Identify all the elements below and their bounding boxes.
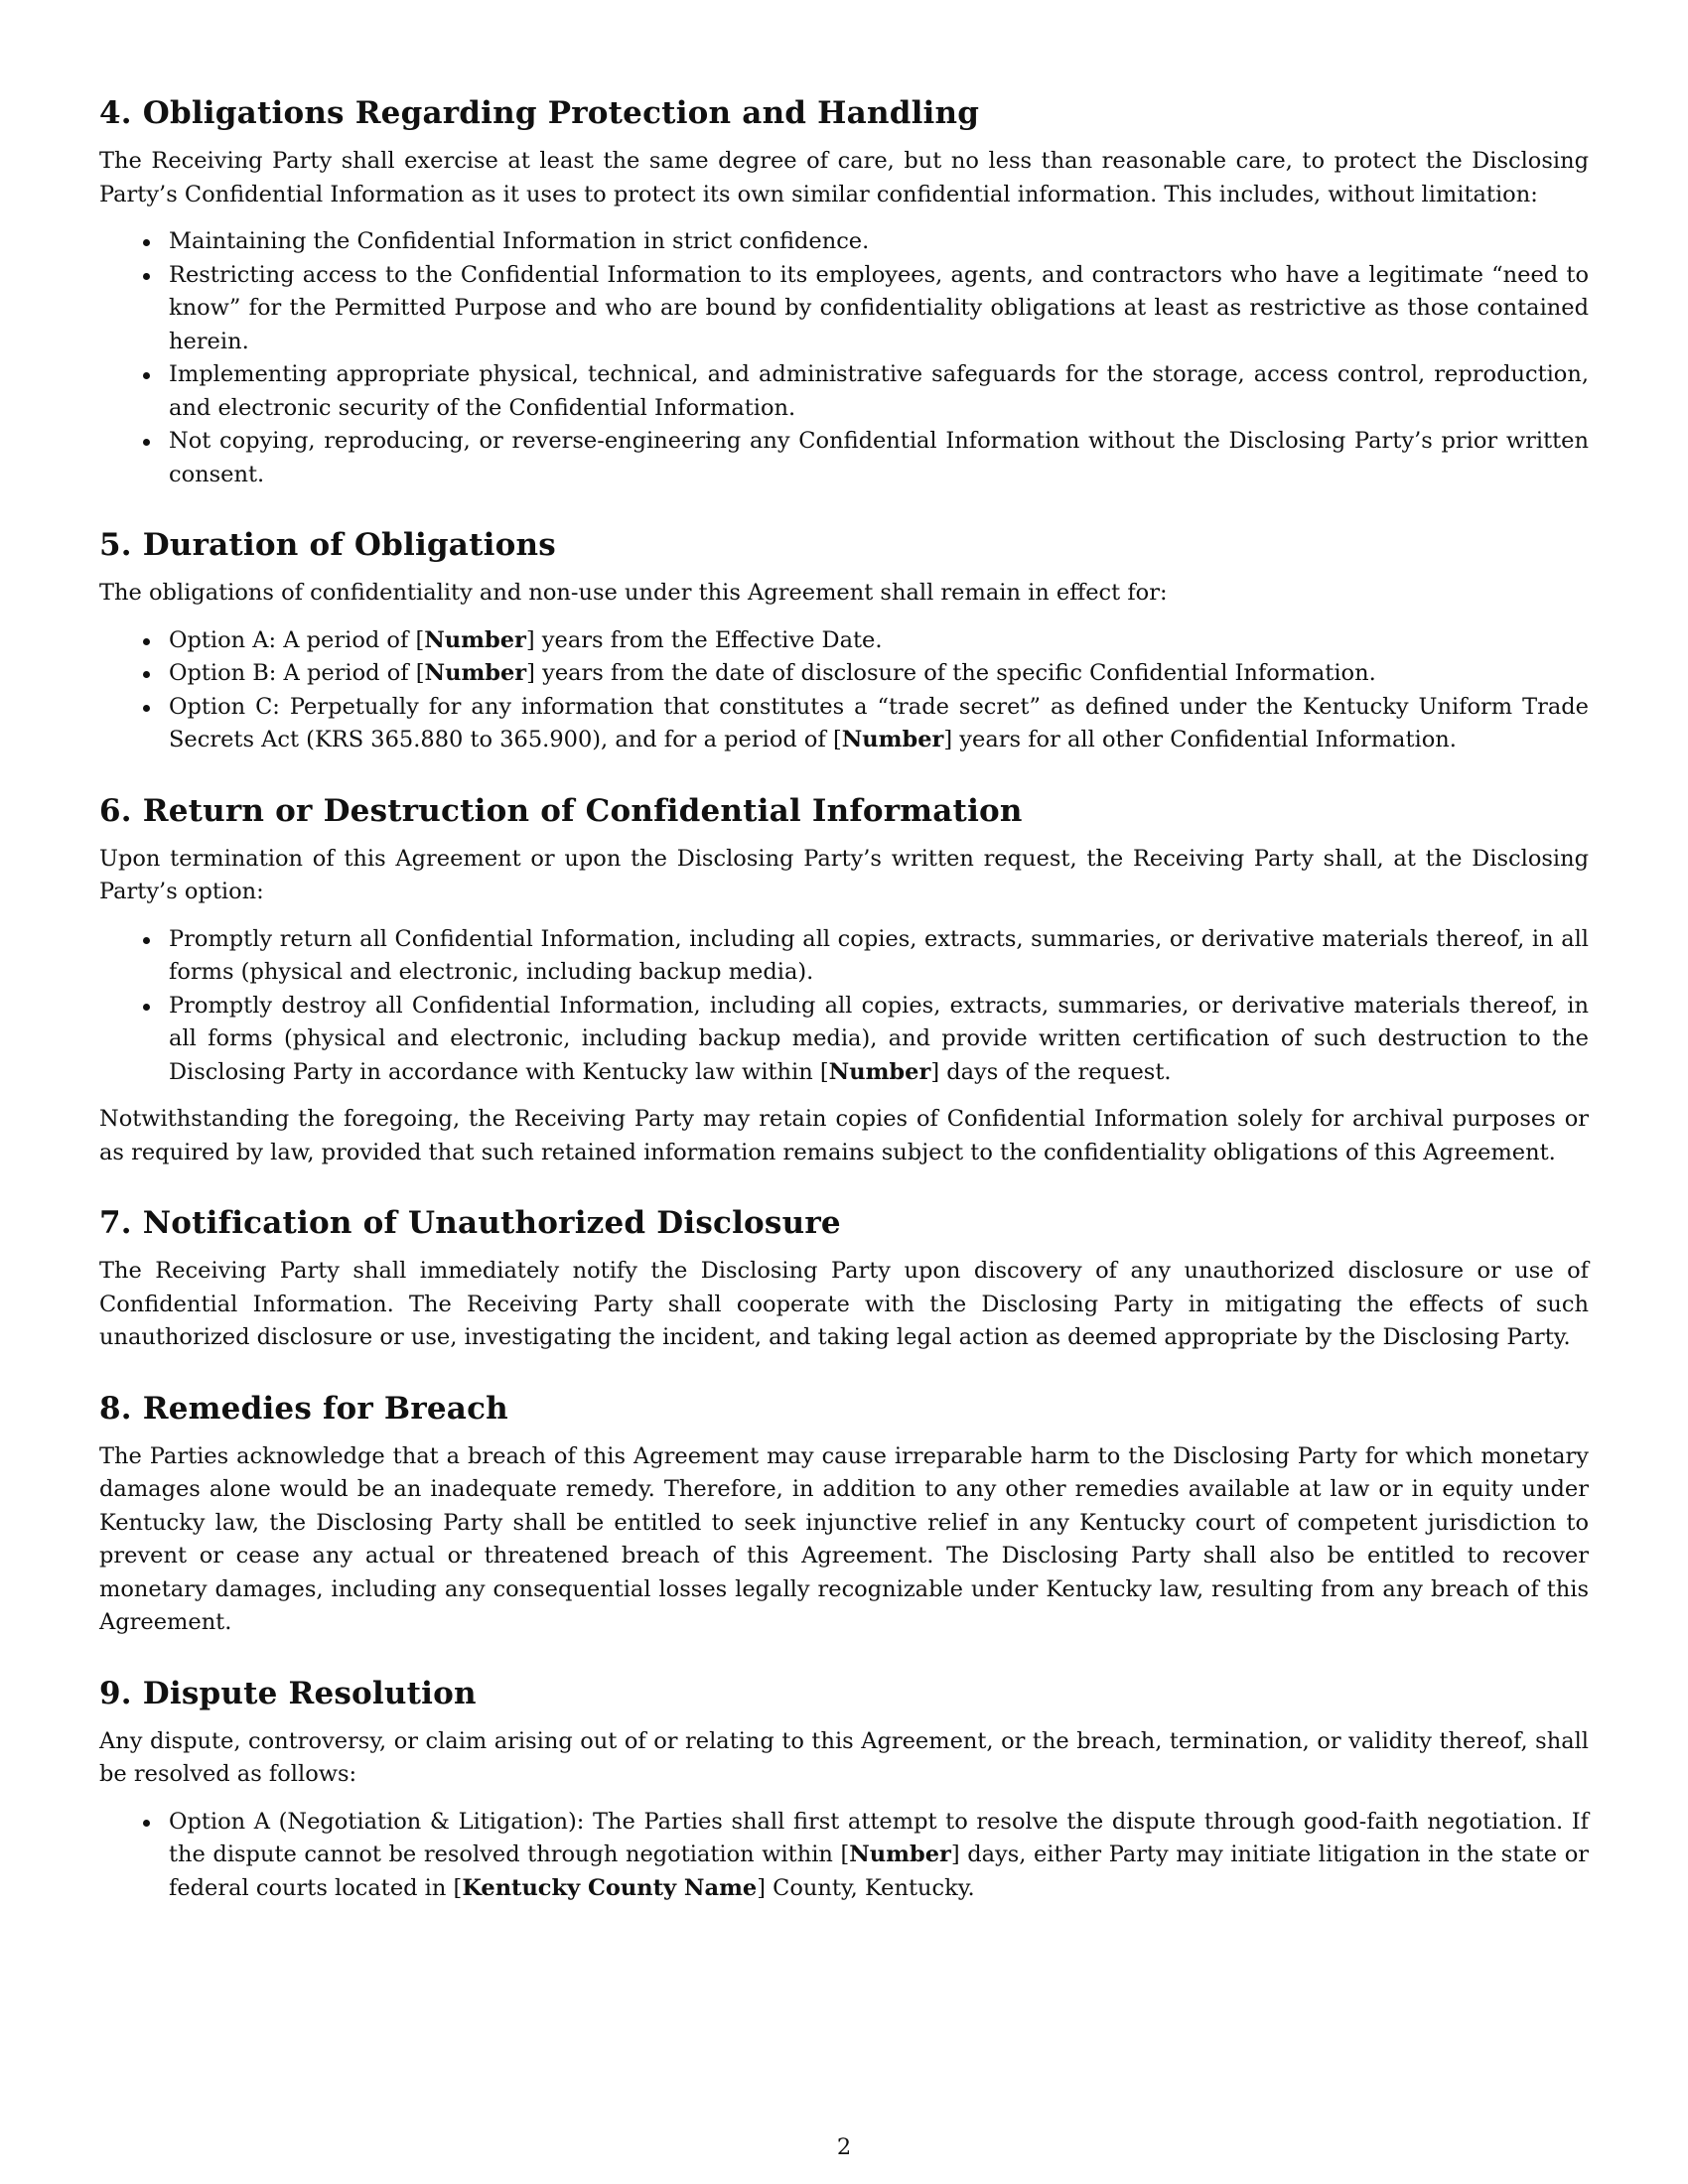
list-item: Restricting access to the Confidential Information to its employees, agents, and contractors who have a legitimate “need to know” for the Permitted Purpose and who are bound by confidentiality obligations at least as restrictive as those contained herein.	[169, 259, 1589, 359]
section-heading: 7. Notification of Unauthorized Disclosure	[99, 1205, 841, 1241]
placeholder-text: Number	[849, 1842, 951, 1867]
bullet-list	[99, 923, 1589, 1090]
section-intro: Upon termination of this Agreement or upon the Disclosing Party’s written request, the Receiving Party shall, at the Disclosing Party’s option:	[99, 845, 1589, 904]
section-heading: 5. Duration of Obligations	[99, 527, 556, 563]
list-item: Promptly return all Confidential Information, including all copies, extracts, summaries, or derivative materials thereof, in all forms (physical and electronic, including backup media).	[169, 923, 1589, 990]
bullet-list	[99, 1806, 1589, 1906]
placeholder-text: Number	[424, 626, 526, 653]
section-4	[99, 95, 1589, 491]
section-heading: 9. Dispute Resolution	[99, 1675, 477, 1711]
placeholder-text: Kentucky County Name	[462, 1874, 758, 1901]
section-9	[99, 1676, 1589, 1906]
list-item: Option A (Negotiation & Litigation): The Parties shall first attempt to resolve the dispute through good-faith negotiation. If the dispute cannot be resolved through negotiation within [Number] days, either Party may initiate litigation in the state or federal courts located in [Kentucky County Name] County, Kentucky.	[169, 1806, 1589, 1906]
section-heading: 8. Remedies for Breach	[99, 1390, 508, 1427]
list-item: Implementing appropriate physical, technical, and administrative safeguards for the storage, access control, reproduction, and electronic security of the Confidential Information.	[169, 358, 1589, 425]
list-item: Option A: A period of [Number] years from the Effective Date.	[169, 624, 1589, 658]
document-page	[99, 95, 1589, 1941]
list-item: Promptly destroy all Confidential Information, including all copies, extracts, summaries, or derivative materials thereof, in all forms (physical and electronic, including backup media), and provide written certification of such destruction to the Disclosing Party in accordance with Kentucky law within [Number] days of the request.	[169, 990, 1589, 1090]
section-7	[99, 1205, 1589, 1355]
bullet-list	[99, 624, 1589, 757]
section-6	[99, 793, 1589, 1170]
section-heading: 4. Obligations Regarding Protection and Handling	[99, 95, 980, 131]
placeholder-text: Number	[828, 1058, 931, 1085]
placeholder-text: Number	[424, 660, 527, 686]
section-intro: Any dispute, controversy, or claim arising out of or relating to this Agreement, or the breach, termination, or validity thereof, shall be resolved as follows:	[99, 1727, 1589, 1787]
section-5	[99, 527, 1589, 757]
list-item: Maintaining the Confidential Information in strict confidence.	[169, 225, 1589, 259]
section-heading: 6. Return or Destruction of Confidential Information	[99, 792, 1023, 829]
section-intro: The Parties acknowledge that a breach of this Agreement may cause irreparable harm to the Disclosing Party for which monetary damages alone would be an inadequate remedy. Therefore, in addition to any other remedies available at law or in equity under Kentucky law, the Disclosing Party shall be entitled to seek injunctive relief in any Kentucky court of competent jurisdiction to prevent or cease any actual or threatened breach of this Agreement. The Disclosing Party shall also be entitled to recover monetary damages, including any consequential losses legally recognizable under Kentucky law, resulting from any breach of this Agreement.	[99, 1442, 1589, 1635]
section-intro: The obligations of confidentiality and non-use under this Agreement shall remain in effect for:	[99, 580, 1168, 606]
page-number: 2	[836, 2134, 852, 2160]
list-item: Not copying, reproducing, or reverse-engineering any Confidential Information without the Disclosing Party’s prior written consent.	[169, 425, 1589, 491]
section-intro: The Receiving Party shall immediately notify the Disclosing Party upon discovery of any unauthorized disclosure or use of Confidential Information. The Receiving Party shall cooperate with the Disclosing Party in mitigating the effects of such unauthorized disclosure or use, investigating the incident, and taking legal action as deemed appropriate by the Disclosing Party.	[99, 1258, 1589, 1350]
bullet-list	[99, 225, 1589, 491]
section-outro: Notwithstanding the foregoing, the Receiving Party may retain copies of Confidential Information solely for archival purposes or as required by law, provided that such retained information remains subject to the confidentiality obligations of this Agreement.	[99, 1106, 1589, 1165]
section-intro: The Receiving Party shall exercise at least the same degree of care, but no less than reasonable care, to protect the Disclosing Party’s Confidential Information as it uses to protect its own similar confidential information. This includes, without limitation:	[99, 148, 1589, 207]
placeholder-text: Number	[841, 727, 944, 752]
section-8	[99, 1391, 1589, 1640]
list-item: Option C: Perpetually for any information that constitutes a “trade secret” as defined under the Kentucky Uniform Trade Secrets Act (KRS 365.880 to 365.900), and for a period of [Number] years for all other Confidential Information.	[169, 691, 1589, 757]
list-item: Option B: A period of [Number] years from the date of disclosure of the specific Confidential Information.	[169, 657, 1589, 691]
